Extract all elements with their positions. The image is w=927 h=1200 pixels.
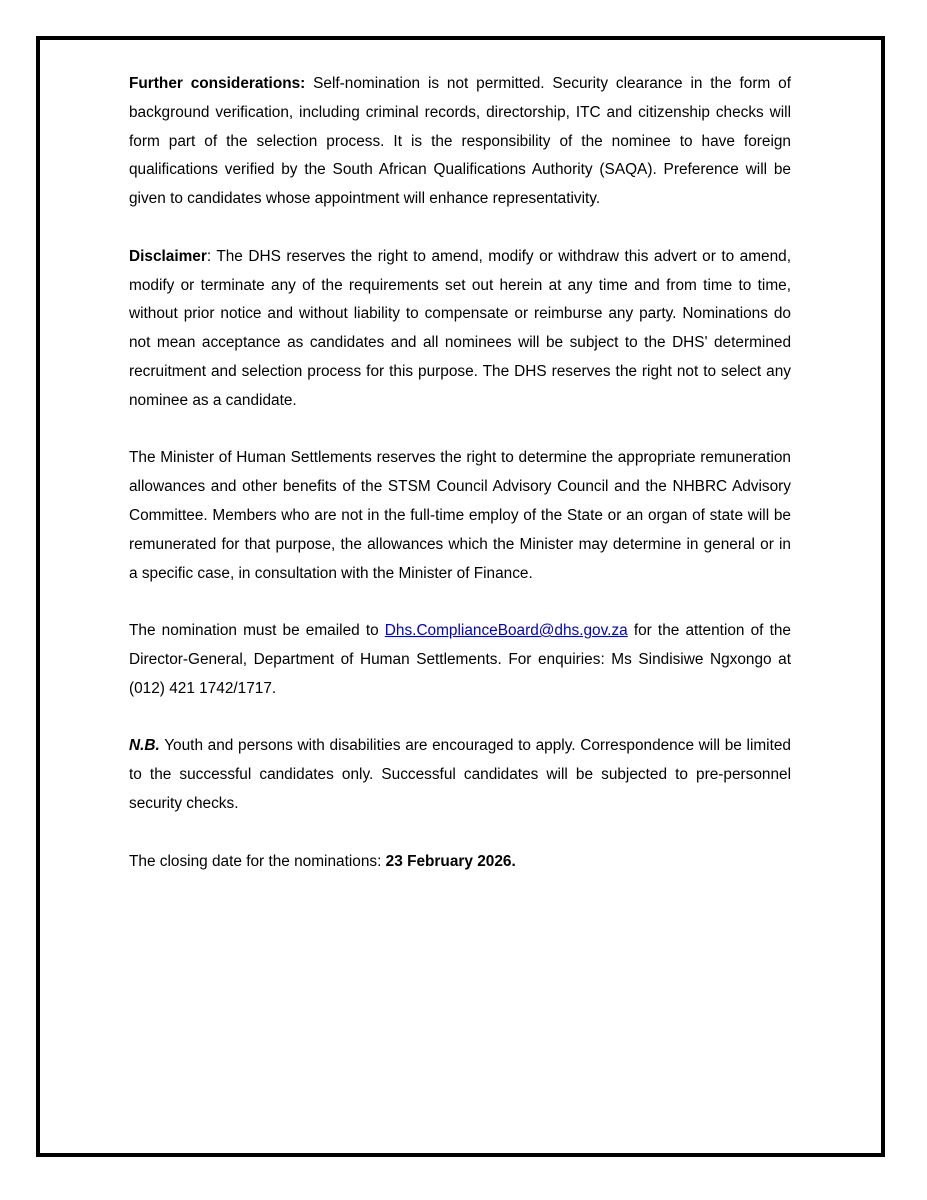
compliance-board-email-link[interactable]: Dhs.ComplianceBoard@dhs.gov.za: [384, 622, 628, 640]
nomination-text-after: for the attention of the Director-General, Department of Human Settlements. For enquiries: Ms Sindisiwe Ngxongo at (012) 421 1742/1717.: [129, 622, 791, 697]
nomination-paragraph: [129, 617, 791, 703]
closing-date-paragraph: [129, 848, 791, 877]
nb-text: Youth and persons with disabilities are encouraged to apply. Correspondence will be limited to the successful candidates only. Successful candidates will be subjected to pre-personnel security checks.: [129, 737, 791, 812]
document-body: [129, 70, 791, 876]
disclaimer-text: : The DHS reserves the right to amend, modify or withdraw this advert or to amend, modify or terminate any of the requirements set out herein at any time and from time to time, without prior notice and without liability to compensate or reimburse any party. Nominations do not mean acceptance as candidates and all nominees will be subject to the DHS' determined recruitment and selection process for this purpose. The DHS reserves the right not to select any nominee as a candidate.: [129, 247, 791, 409]
minister-paragraph: [129, 444, 791, 588]
further-considerations-label: Further considerations:: [129, 75, 306, 92]
disclaimer-paragraph: [129, 243, 791, 416]
nomination-text-before: The nomination must be emailed to: [129, 622, 385, 640]
closing-date-value: 23 February 2026.: [385, 852, 516, 870]
nb-paragraph: [129, 732, 791, 818]
further-considerations-paragraph: [129, 70, 791, 214]
disclaimer-label: Disclaimer: [129, 247, 207, 265]
further-considerations-text: Self-nomination is not permitted. Security clearance in the form of background verification, including criminal records, directorship, ITC and citizenship checks will form part of the selection process. It is the responsibility of the nominee to have foreign qualifications verified by the South African Qualifications Authority (SAQA). Preference will be given to candidates whose appointment will enhance representativity.: [129, 75, 791, 208]
nb-label: N.B.: [129, 737, 160, 755]
closing-date-text: The closing date for the nominations:: [129, 852, 386, 870]
minister-text: The Minister of Human Settlements reserves the right to determine the appropriate remuneration allowances and other benefits of the STSM Council Advisory Council and the NHBRC Advisory Committee. Members who are not in the full-time employ of the State or an organ of state will be remunerated for that purpose, the allowances which the Minister may determine in general or in a specific case, in consultation with the Minister of Finance.: [129, 449, 791, 582]
